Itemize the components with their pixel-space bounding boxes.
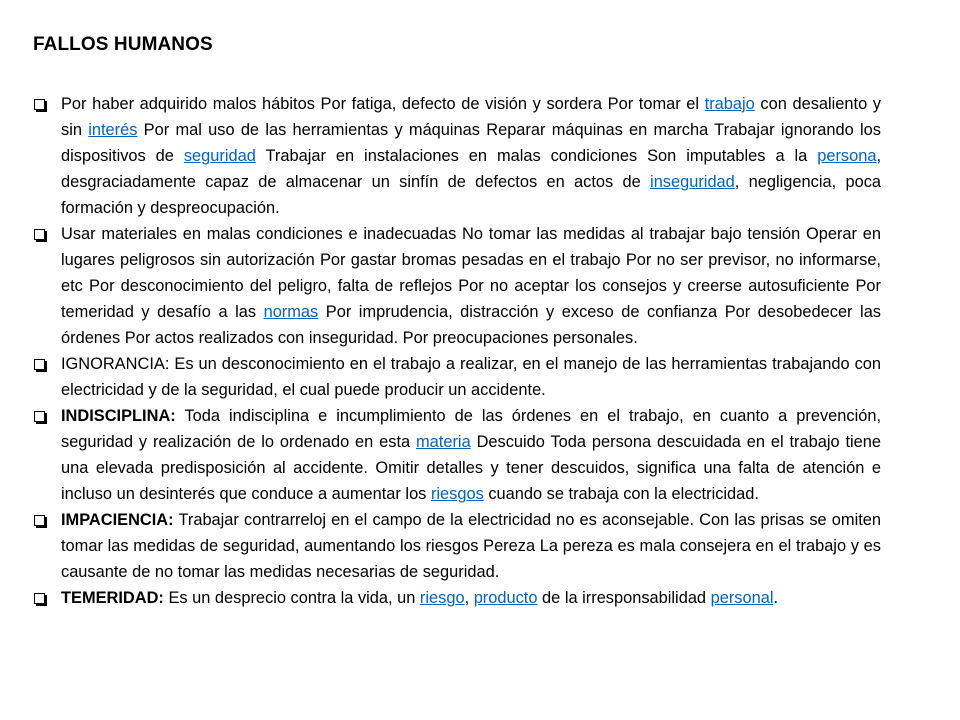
checkbox-square-bullet-icon: [34, 229, 45, 240]
item-text: Por mal uso de las herramientas y máquinas Reparar máquinas en marcha Trabajar ignorando los dispositivos de: [61, 121, 881, 165]
item-text: Por haber adquirido malos hábitos Por fatiga, defecto de visión y sordera Por tomar el: [61, 95, 705, 113]
list-item: [33, 585, 881, 611]
checkbox-square-bullet-icon: [34, 411, 45, 422]
hyperlink[interactable]: producto: [473, 589, 538, 607]
item-text: Es un desprecio contra la vida, un: [163, 589, 420, 607]
item-text: cuando se trabaja con la electricidad.: [483, 485, 759, 503]
item-text: con desaliento y sin: [61, 95, 881, 139]
checkbox-square-bullet-icon: [34, 359, 45, 370]
hyperlink[interactable]: seguridad: [183, 147, 256, 165]
checkbox-square-bullet-icon: [34, 593, 45, 604]
list-item: [33, 403, 881, 507]
hyperlink[interactable]: normas: [263, 303, 319, 321]
list-item: [33, 507, 881, 585]
item-heading: IMPACIENCIA:: [61, 511, 174, 529]
list-item: [33, 91, 881, 221]
item-text: , negligencia, poca formación y despreocupación.: [61, 173, 882, 217]
item-heading: INDISCIPLINA:: [61, 407, 176, 425]
hyperlink[interactable]: materia: [416, 433, 471, 451]
item-text: Toda indisciplina e incumplimiento de las órdenes en el trabajo, en cuanto a prevención, seguridad y realización de lo ordenado en esta: [61, 407, 881, 451]
hyperlink[interactable]: riesgos: [430, 485, 484, 503]
item-text: .: [773, 589, 779, 607]
hyperlink[interactable]: personal: [710, 589, 774, 607]
item-text: Trabajar contrarreloj en el campo de la electricidad no es aconsejable. Con las prisas se omiten tomar las medidas de seguridad, aumentando los riesgos Pereza La pereza es mala consejera en el trabajo y es causante de no tomar las medidas necesarias de seguridad.: [61, 511, 881, 581]
item-text: IGNORANCIA: Es un desconocimiento en el trabajo a realizar, en el manejo de las herramientas trabajando con electricidad y de la seguridad, el cual puede producir un accidente.: [61, 355, 881, 399]
page-title: FALLOS HUMANOS: [33, 34, 213, 55]
checkbox-square-bullet-icon: [34, 515, 45, 526]
item-heading: TEMERIDAD:: [61, 589, 164, 607]
item-text: Por imprudencia, distracción y exceso de confianza Por desobedecer las órdenes Por actos realizados con inseguridad. Por preocupaciones personales.: [61, 303, 881, 347]
list-item: [33, 351, 881, 403]
item-text: Trabajar en instalaciones en malas condiciones Son imputables a la: [255, 147, 818, 165]
hyperlink[interactable]: persona: [817, 147, 877, 165]
hyperlink[interactable]: inseguridad: [650, 173, 735, 191]
list-item: [33, 221, 881, 351]
hyperlink[interactable]: interés: [88, 121, 138, 139]
item-text: , desgraciadamente capaz de almacenar un sinfín de defectos en actos de: [61, 147, 882, 191]
hyperlink[interactable]: riesgo: [419, 589, 465, 607]
item-text: Descuido Toda persona descuidada en el trabajo tiene una elevada predisposición al accidente. Omitir detalles y tener descuidos, significa una falta de atención e incluso un desinterés que conduce a aumentar los: [61, 433, 882, 503]
checkbox-square-bullet-icon: [34, 99, 45, 110]
bullet-list: [33, 91, 881, 611]
hyperlink[interactable]: trabajo: [704, 95, 755, 113]
item-text: ,: [464, 589, 474, 607]
item-text: de la irresponsabilidad: [537, 589, 711, 607]
item-text: Usar materiales en malas condiciones e inadecuadas No tomar las medidas al trabajar bajo tensión Operar en lugares peligrosos sin autorización Por gastar bromas pesadas en el trabajo Por no ser previsor, no informarse, etc Por desconocimiento del peligro, falta de reflejos Por no aceptar los consejos y creerse autosuficiente Por temeridad y desafío a las: [61, 225, 881, 321]
